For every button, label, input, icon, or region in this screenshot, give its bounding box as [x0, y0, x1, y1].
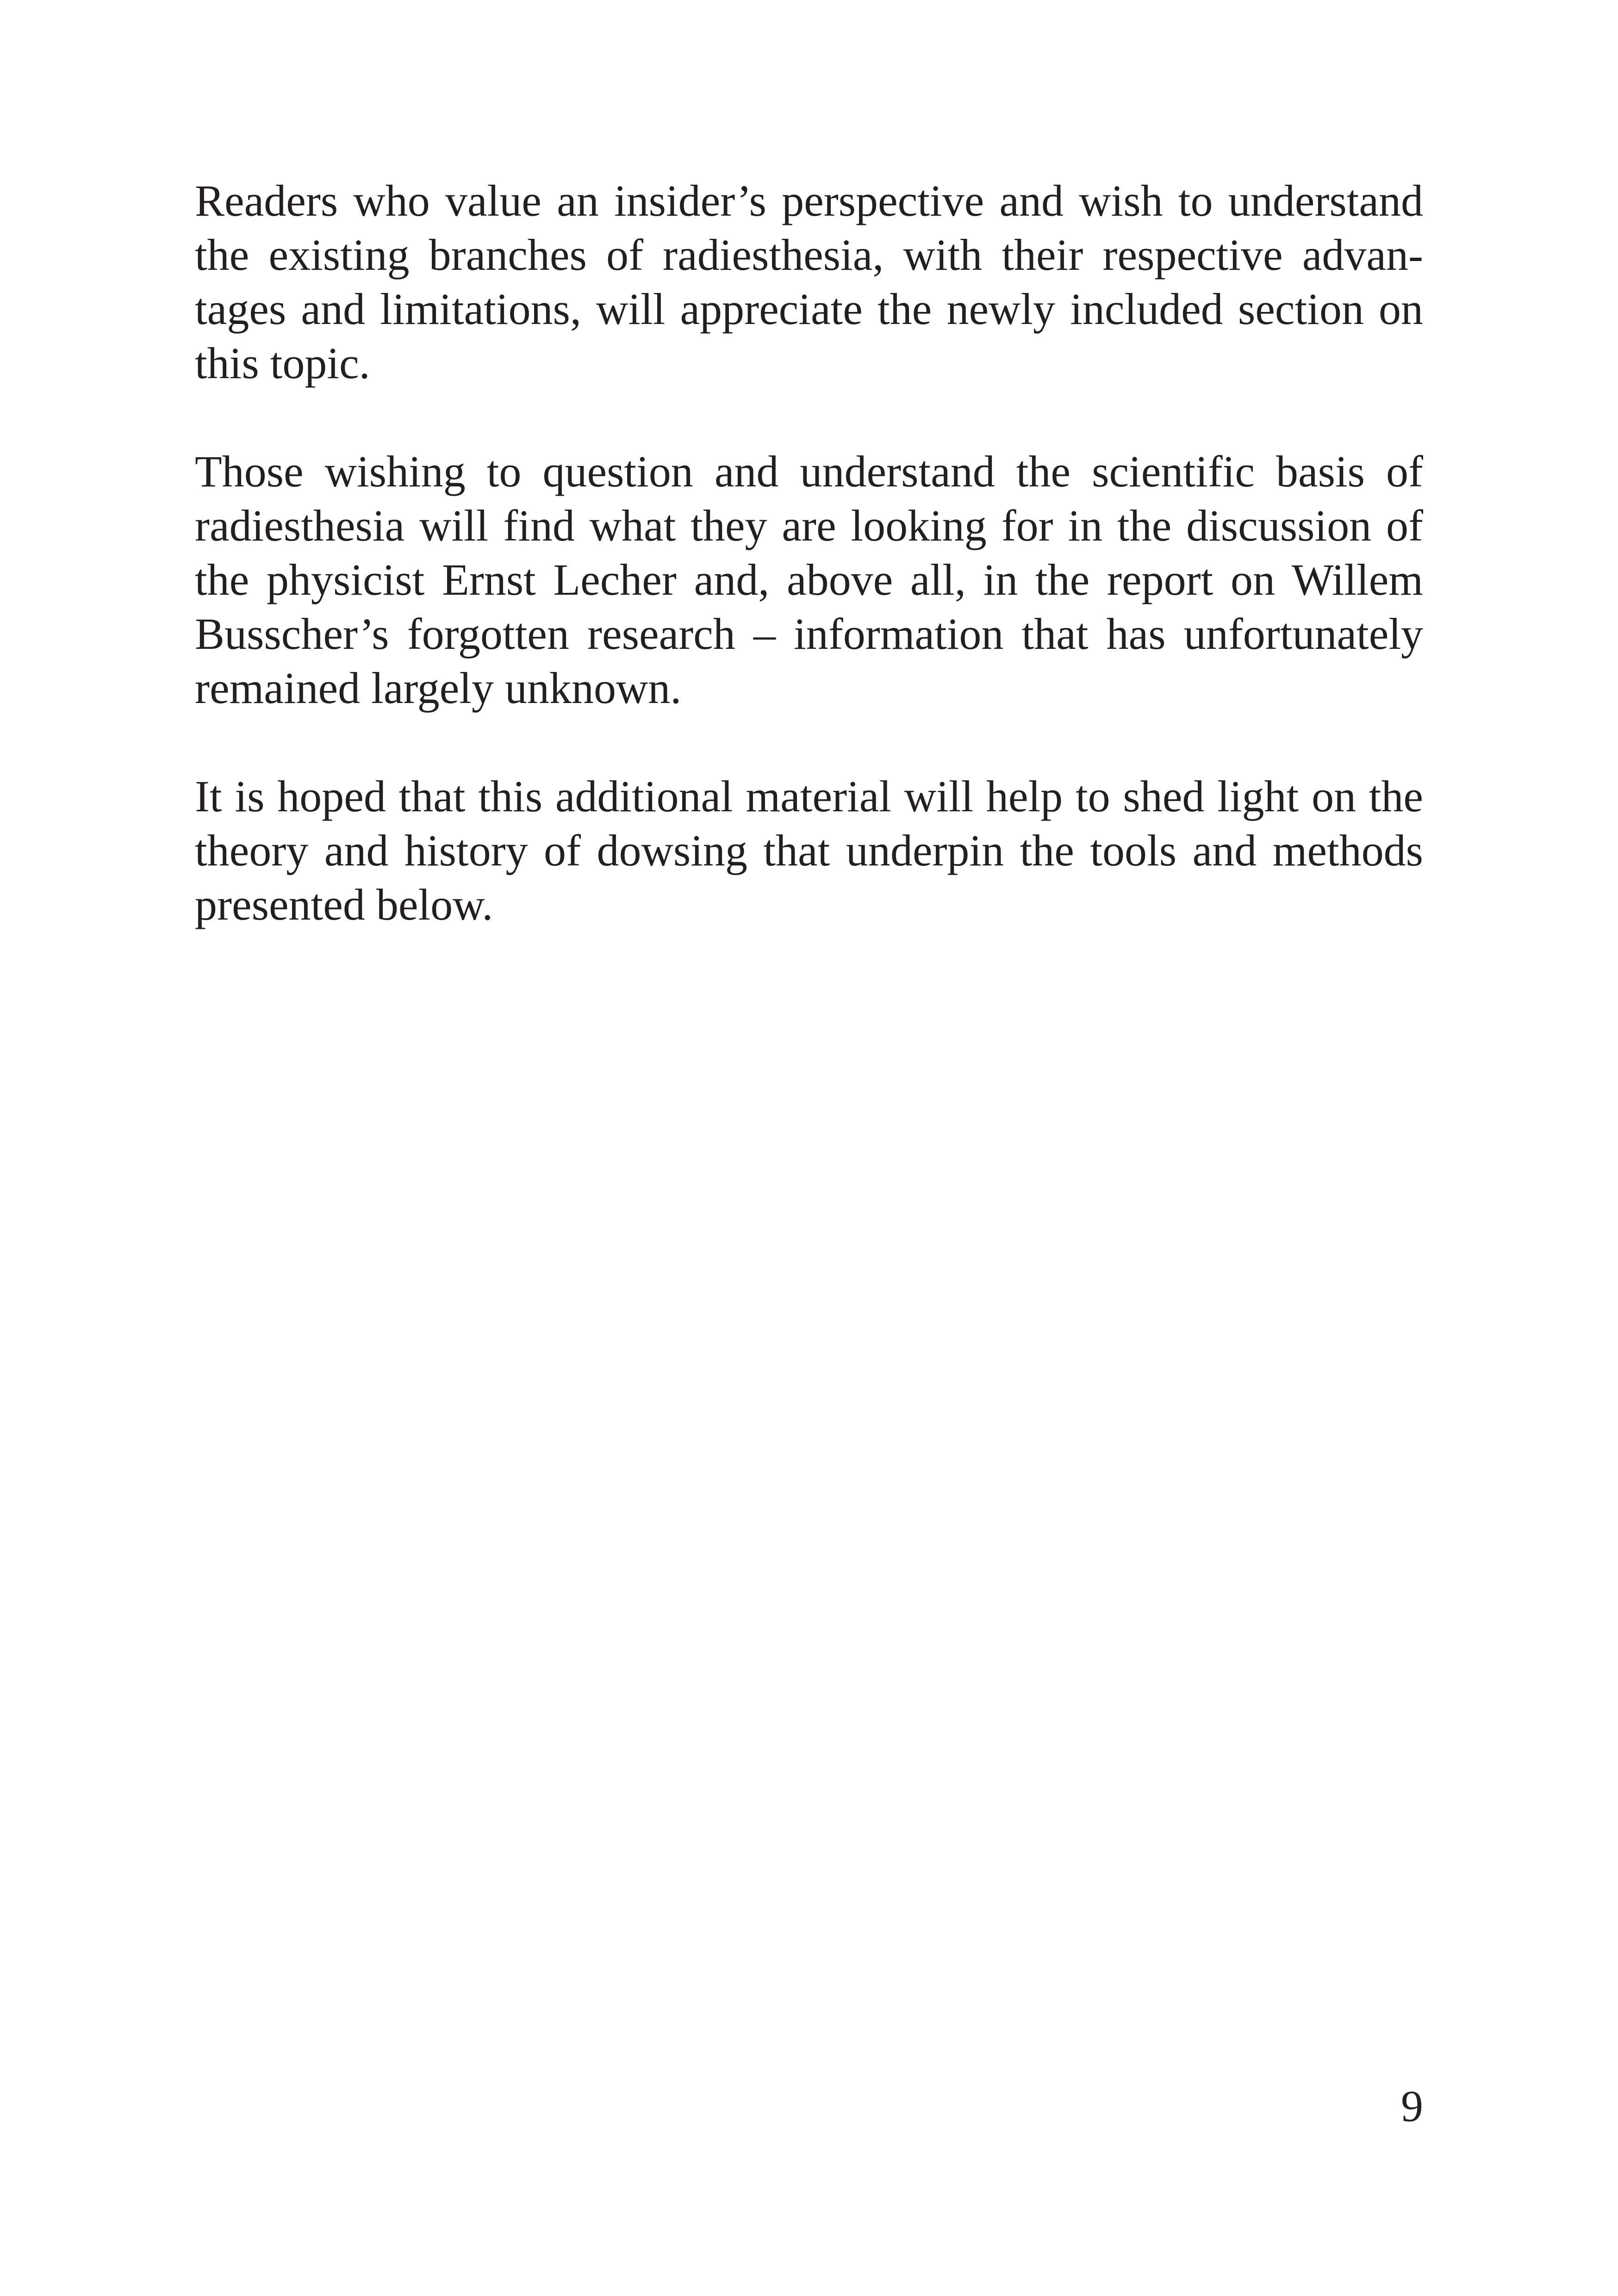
text-line: the physicist Ernst Lecher and, above all, in the report on Willem: [195, 555, 1423, 604]
text-line: Those wishing to question and understand the scientific basis of: [195, 447, 1423, 496]
body-text: [195, 174, 1423, 986]
text-line: Busscher’s forgotten research – information that has unfortunately: [195, 609, 1423, 659]
text-line: It is hoped that this additional material will help to shed light on the: [195, 772, 1423, 821]
text-line: tages and limitations, will appreciate the newly included section on: [195, 284, 1423, 334]
page-number: 9: [1401, 2081, 1423, 2131]
text-line: the existing branches of radiesthesia, with their respective advan-: [195, 230, 1423, 280]
paragraph-scientific-basis: [195, 444, 1423, 715]
text-line: radiesthesia will find what they are looking for in the discussion of: [195, 501, 1423, 550]
text-line: this topic.: [195, 338, 370, 388]
paragraph-branches-of-radiesthesia: [195, 174, 1423, 390]
text-line: remained largely unknown.: [195, 663, 682, 713]
text-line: theory and history of dowsing that underpin the tools and methods: [195, 826, 1423, 875]
text-line: presented below.: [195, 880, 493, 929]
text-line: Readers who value an insider’s perspective and wish to understand: [195, 176, 1423, 225]
paragraph-additional-material: [195, 769, 1423, 932]
